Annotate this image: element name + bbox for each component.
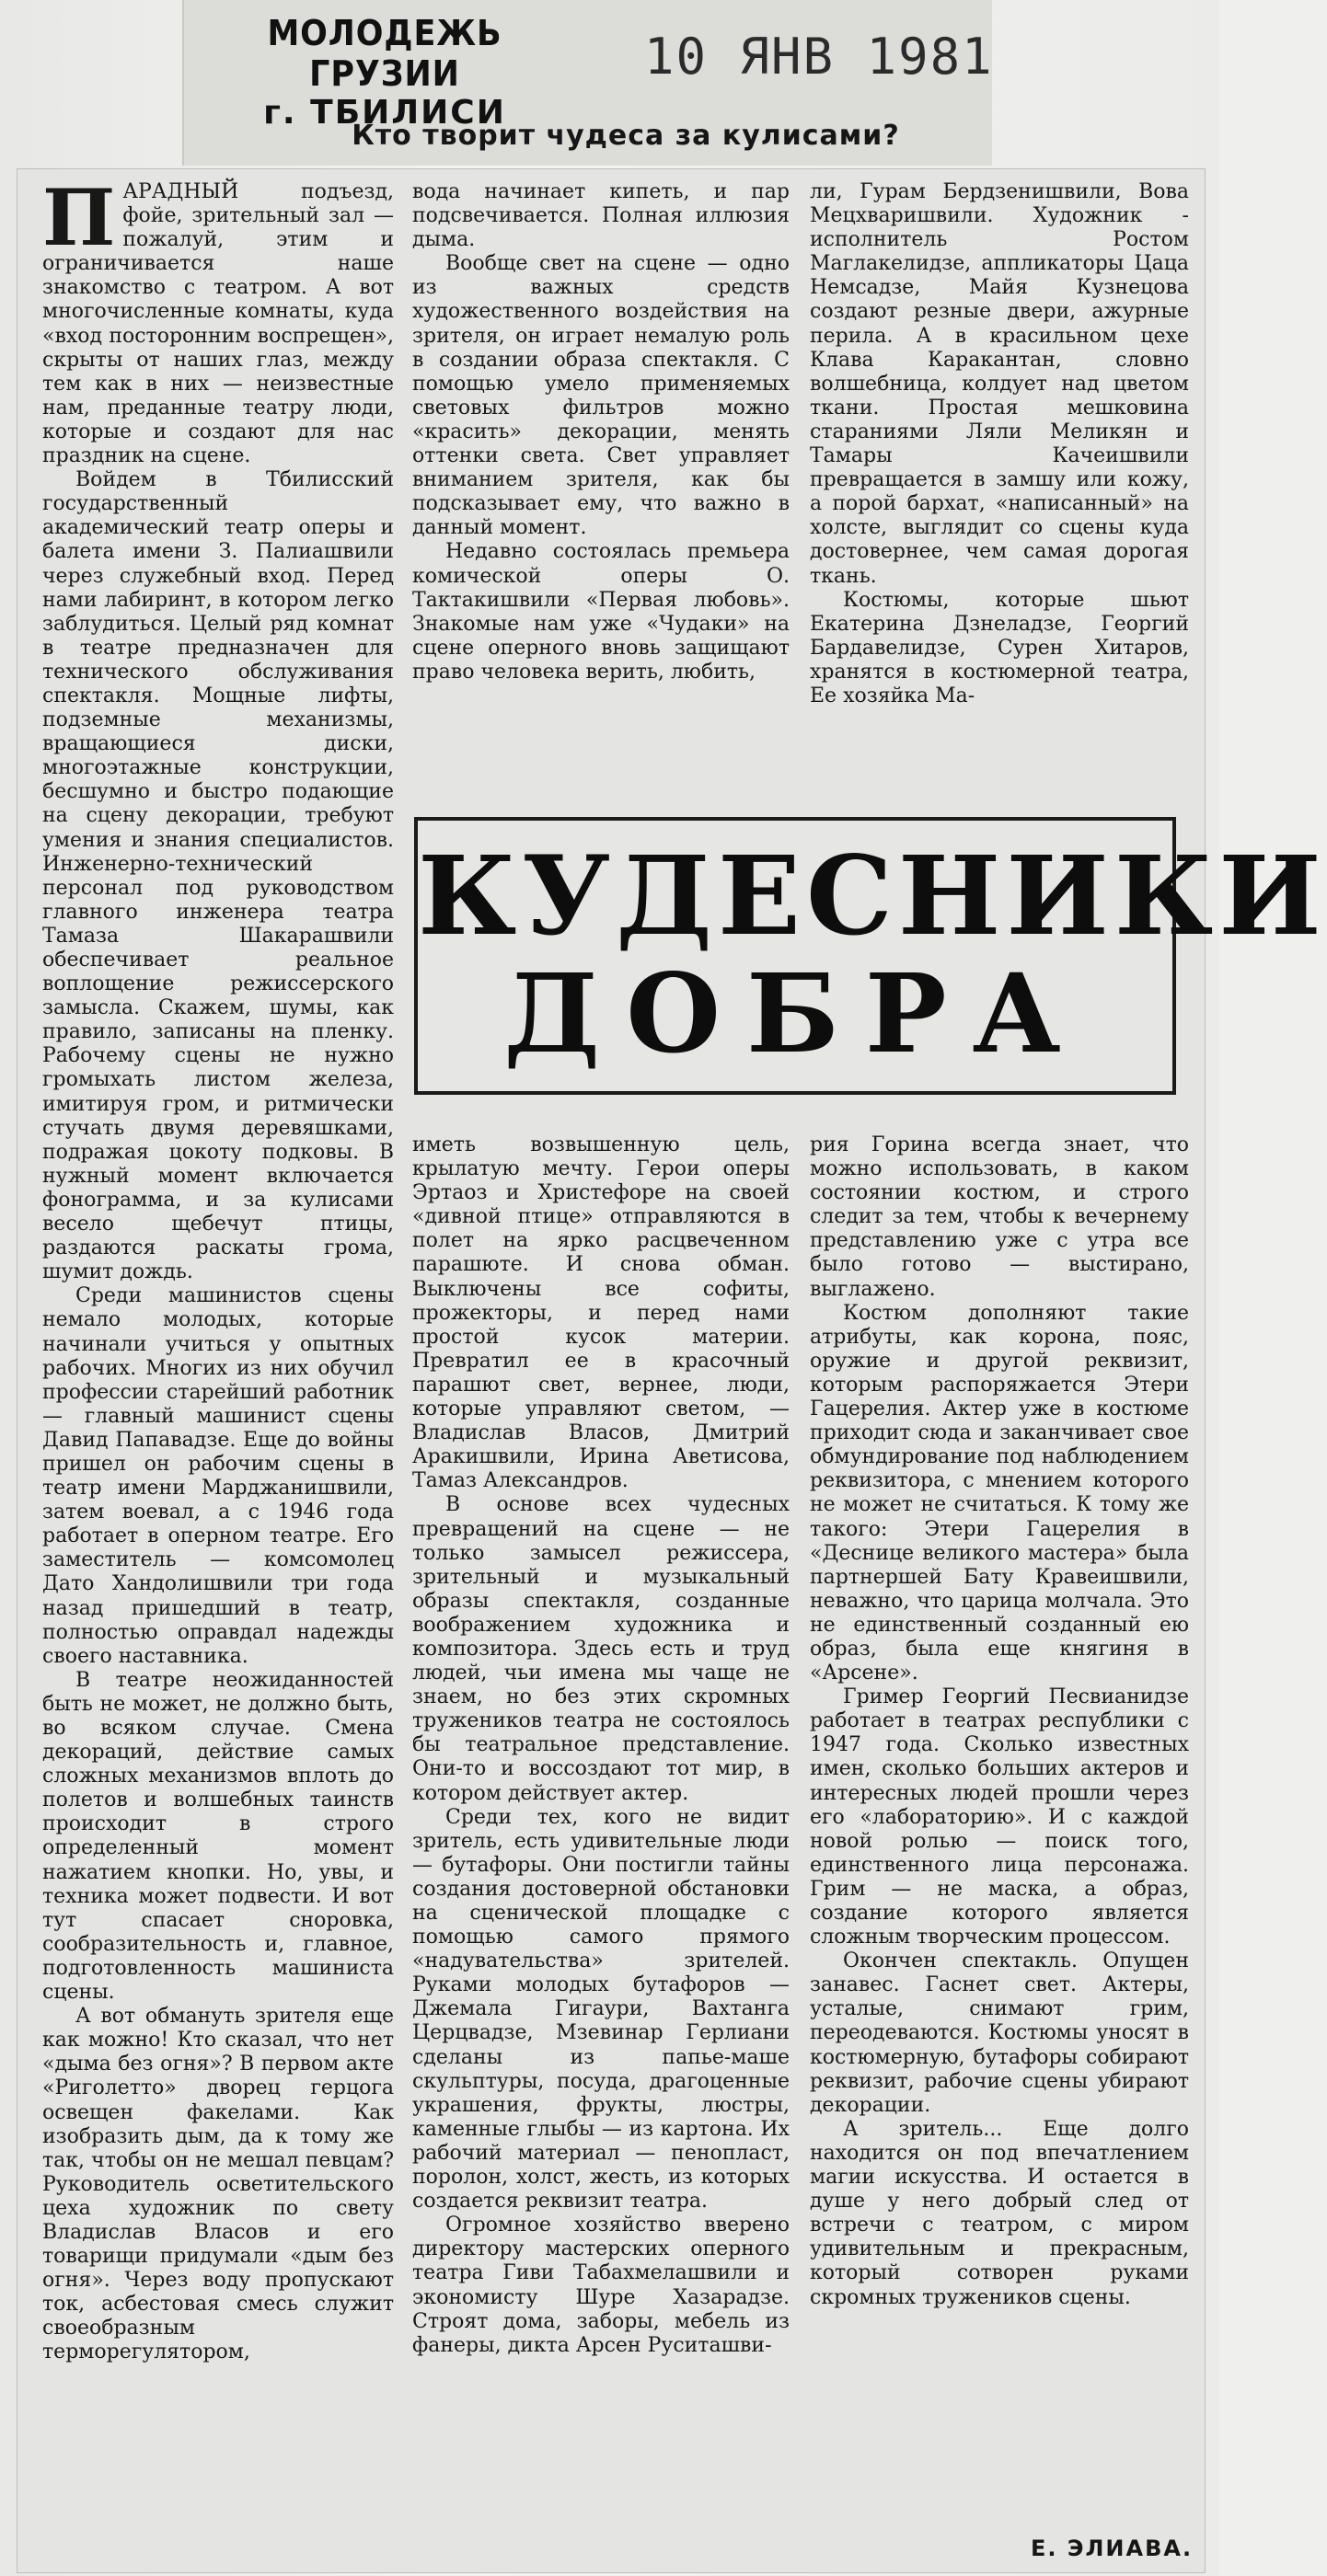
date-stamp: 10 ЯНВ 1981 — [644, 28, 994, 86]
column-2-bottom — [412, 1133, 790, 2569]
paragraph: Среди машинистов сцены немало молодых, которые начинали учиться у опытных рабочих. Многих из них обучил профессии старейший работник — главный машинист сцены Давид Папавадзе. Еще до войны пришел он рабочим сцены в театр имени Марджанишвили, затем воевал, а с 1946 года работает в оперном театре. Его заместитель — комсомолец Дато Хандолишвили три года назад пришедший в театр, полностью оправдал надежды своего наставника. — [42, 1284, 394, 1668]
paragraph: А зритель... Еще долго находится он под впечатлением магии искусства. И остается в душе у него добрый след от встречи с театром, с миром удивительным и прекрасным, который сотворен руками скромных тружеников сцены. — [810, 2117, 1189, 2309]
paragraph: Костюмы, которые шьют Екатерина Дзнеладзе, Георгий Бардавелидзе, Сурен Хитаров, хранятся в костюмерной театра, Ее хозяйка Ма- — [810, 588, 1189, 707]
paragraph: Костюм дополняют такие атрибуты, как корона, пояс, оружие и другой реквизит, которым распоряжается Этери Гацерелия. Актер уже в костюме приходит сюда и заканчивает свое обмундирование под наблюдением реквизитора, с мнением которого не может не считаться. К тому же такого: Этери Гацерелия в «Деснице великого мастера» была партнершей Бату Кравеишвили, неважно, что царица молчала. Это не единственный созданный ею образ, была еще княгиня в «Арсене». — [810, 1301, 1189, 1685]
column-1 — [42, 172, 394, 2536]
paragraph: А вот обмануть зрителя еще как можно! Кто сказал, что нет «дыма без огня»? В первом акте «Риголетто» дворец герцога освещен факелами. Как изобразить дым, да к тому же так, чтобы он не мешал певцам? Руководитель осветительского цеха художник по свету Владислав Власов и его товарищи придумали «дым без огня». Через воду пропускают ток, асбестовая смесь служит своеобразным терморегулятором, — [42, 2005, 394, 2364]
newspaper-city: г. ТБИЛИСИ — [263, 94, 506, 132]
column-3-bottom — [810, 1133, 1189, 2532]
article-title-line-2: ДОБРА — [503, 949, 1087, 1077]
paragraph: В театре неожиданностей быть не может, не должно быть, во всяком случае. Смена декораций, действие самых сложных механизмов вплоть до полетов и волшебных таинств происходит в строго определенный момент нажатием кнопки. Но, увы, и техника может подвести. И вот тут спасает сноровка, сообразительность и, главное, подготовленность машиниста сцены. — [42, 1668, 394, 2005]
article-author: Е. ЭЛИАВА. — [1031, 2536, 1194, 2561]
source-stamp — [210, 13, 560, 132]
paragraph: иметь возвышенную цель, крылатую мечту. Герои оперы Эртаоз и Христефоре на своей «дивной птице» отправляются в полет на ярко расцвеченном парашюте. И снова обман. Выключены все софиты, прожекторы, и перед нами простой кусок материи. Превратил ее в красочный парашют свет, вернее, люди, которые управляют светом, — Владислав Власов, Дмитрий Аракишвили, Ирина Аветисова, Тамаз Александров. — [412, 1133, 790, 1493]
paragraph: В основе всех чудесных превращений на сцене — не только замысел режиссера, зрительный и музыкальный образы спектакля, созданные воображением художника и композитора. Здесь есть и труд людей, чьи имена мы чаще не знаем, но без этих скромных тружеников театра не состоялось бы театральное представление. Они-то и воссоздают тот мир, в котором действует актер. — [412, 1493, 790, 1805]
paragraph: вода начинает кипеть, и пар подсвечивается. Полная иллюзия дыма. — [412, 180, 790, 252]
paragraph: Огромное хозяйство вверено директору мастерских оперного театра Гиви Табахмелашвили и экономисту Шуре Хазарадзе. Строят дома, заборы, мебель из фанеры, дикта Арсен Руситашви- — [412, 2214, 790, 2357]
paragraph: Вообще свет на сцене — одно из важных средств художественного воздействия на зрителя, он играет немалую роль в создании образа спектакля. С помощью умело применяемых световых фильтров можно «красить» декорации, менять оттенки света. Свет управляет вниманием зрителя, как бы подсказывает ему, что важно в данный момент. — [412, 252, 790, 540]
paragraph — [42, 172, 394, 468]
newspaper-name: МОЛОДЕЖЬ ГРУЗИИ — [267, 13, 502, 94]
paragraph: Окончен спектакль. Опущен занавес. Гаснет свет. Актеры, усталые, снимают грим, переодеваются. Костюмы уносят в костюмерную, бутафоры собирают реквизит, рабочие сцены убирают декорации. — [810, 1949, 1189, 2117]
paragraph: рия Горина всегда знает, что можно использовать, в каком состоянии костюм, и строго следит за тем, чтобы к вечернему представлению уже с утра все было готово — выстирано, выглажено. — [810, 1133, 1189, 1301]
column-3-top — [810, 180, 1189, 797]
paragraph-text: АРАДНЫЙ подъезд, фойе, зрительный зал — пожалуй, этим и ограничивается наше знакомство с театром. А вот многочисленные комнаты, куда «вход посторонним воспрещен», скрыты от наших глаз, между тем как в них — неизвестные нам, преданные театру люди, которые и создают для нас праздник на сцене. — [42, 180, 394, 468]
paragraph: Гример Георгий Песвианидзе работает в театрах республики с 1947 года. Сколько известных имен, сколько больших актеров и интересных людей прошли через его «лабораторию». И с каждой новой ролью — поиск того, единственного лица персонажа. Грим — не маска, а образ, создание которого является сложным творческим процессом. — [810, 1685, 1189, 1949]
article-subtitle: Кто творит чудеса за кулисами? — [352, 120, 900, 152]
paragraph: Недавно состоялась премьера комической оперы О. Тактакишвили «Первая любовь». Знакомые нам уже «Чудаки» на сцене оперного вновь защищают право человека верить, любить, — [412, 540, 790, 684]
paragraph: Среди тех, кого не видит зритель, есть удивительные люди — бутафоры. Они постигли тайны создания достоверной обстановки на сценической площадке с помощью самого прямого «надувательства» зрителей. Руками молодых бутафоров — Джемала Гигаури, Вахтанга Церцвадзе, Мзевинар Герлиани сделаны из папье-маше скульптуры, посуда, драгоценные украшения, фрукты, люстры, каменные глыбы — из картона. Их рабочий материал — пенопласт, поролон, холст, жесть, из которых создается реквизит театра. — [412, 1805, 790, 2214]
article-title-line-1: КУДЕСНИКИ — [418, 832, 1327, 960]
drop-cap: П — [42, 172, 116, 263]
column-2-top — [412, 180, 790, 797]
paragraph: ли, Гурам Бердзенишвили, Вова Мецхваришвили. Художник - исполнитель Ростом Маглакелидзе, аппликаторы Цаца Немсадзе, Майя Кузнецова создают резные двери, ажурные перила. А в красильном цехе Клава Каракантан, словно волшебница, колдует над цветом ткани. Простая мешковина стараниями Ляли Меликян и Тамары Качеишвили превращается в замшу или кожу, а порой бархат, «написанный» на холсте, выглядит со сцены куда достовернее, чем самая дорогая ткань. — [810, 180, 1189, 588]
article-title-box — [414, 817, 1327, 1095]
paragraph: Войдем в Тбилисский государственный академический театр оперы и балета имени З. Палиашвили через служебный вход. Перед нами лабиринт, в котором легко заблудиться. Целый ряд комнат в театре предназначен для технического обслуживания спектакля. Мощные лифты, подземные механизмы, вращающиеся диски, многоэтажные конструкции, бесшумно и быстро подающие на сцену декорации, требуют умения и знания специалистов. Инженерно-технический персонал под руководством главного инженера театра Тамаза Шакарашвили обеспечивает реальное воплощение режиссерского замысла. Скажем, шумы, как правило, записаны на пленку. Рабочему сцены не нужно громыхать листом железа, имитируя гром, и ритмически стучать двумя деревяшками, подражая цокоту подковы. В нужный момент включается фонограмма, и за кулисами весело щебечут птицы, раздаются раскаты грома, шумит дождь. — [42, 468, 394, 1284]
